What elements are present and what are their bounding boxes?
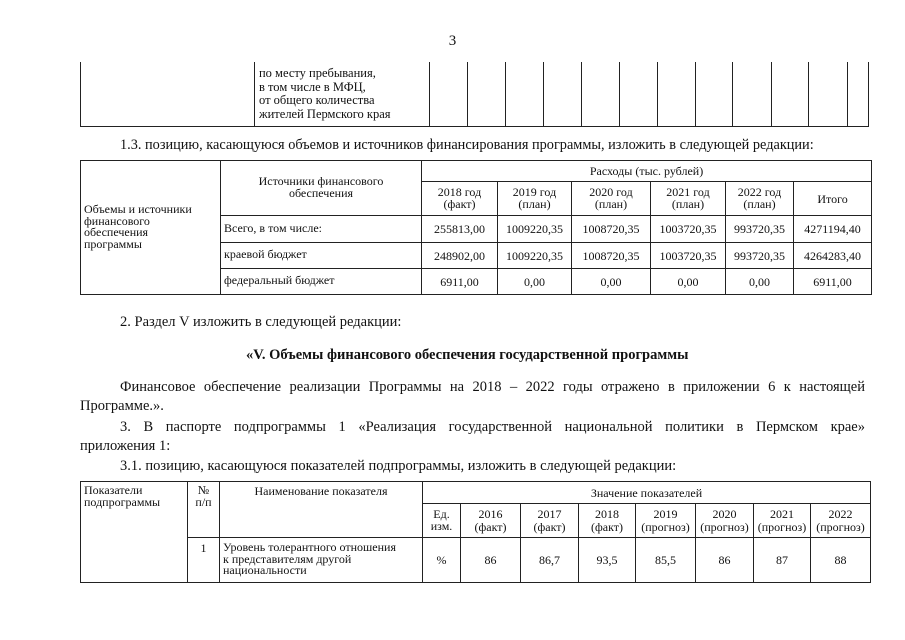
- indicator-text-cell: по месту пребывания, в том числе в МФЦ, от общего количества жителей Пермского края: [254, 62, 429, 126]
- empty-cell: [733, 62, 771, 126]
- value-cell: 93,5: [579, 538, 636, 583]
- paragraph-3-line-2: приложения 1:: [80, 438, 171, 454]
- value-cell: 1008720,35: [572, 243, 651, 269]
- top-continuation-table: [80, 62, 869, 127]
- year-header-2020: 2020 год (план): [572, 182, 651, 216]
- page-number: 3: [448, 33, 457, 49]
- source-label: федеральный бюджет: [221, 269, 422, 295]
- empty-cell: [809, 62, 847, 126]
- unit-header: Ед. изм.: [423, 504, 461, 538]
- value-cell: 993720,35: [726, 216, 794, 243]
- row-header-cell: Объемы и источники финансового обеспечения программы: [81, 161, 221, 295]
- value-cell: 1003720,35: [651, 243, 726, 269]
- paragraph-financing-line-1: Финансовое обеспечение реализации Программы на 2018 – 2022 годы отражено в приложении 6 к настоящей: [120, 379, 865, 395]
- paragraph-2: 2. Раздел V изложить в следующей редакции:: [120, 314, 402, 330]
- year-header-2019: 2019 (прогноз): [636, 504, 696, 538]
- paragraph-3-1: 3.1. позицию, касающуюся показателей подпрограммы, изложить в следующей редакции:: [120, 458, 677, 474]
- table-row: [81, 538, 871, 583]
- empty-cell: [695, 62, 732, 126]
- value-cell: 248902,00: [422, 243, 498, 269]
- value-cell: 6911,00: [422, 269, 498, 295]
- year-header-2018: 2018 (факт): [579, 504, 636, 538]
- empty-cell: [544, 62, 581, 126]
- value-cell: 1009220,35: [498, 243, 572, 269]
- values-header-cell: Значение показателей: [423, 482, 871, 504]
- year-header-2022: 2022 (прогноз): [811, 504, 871, 538]
- value-cell: 86: [461, 538, 521, 583]
- year-header-2022: 2022 год (план): [726, 182, 794, 216]
- value-cell: 1003720,35: [651, 216, 726, 243]
- year-header-2020: 2020 (прогноз): [696, 504, 754, 538]
- section-title: «V. Объемы финансового обеспечения государственной программы: [246, 347, 689, 363]
- value-cell: 255813,00: [422, 216, 498, 243]
- value-cell: 993720,35: [726, 243, 794, 269]
- empty-cell: [771, 62, 808, 126]
- empty-cell: [847, 62, 868, 126]
- empty-cell: [657, 62, 695, 126]
- year-header-2021: 2021 (прогноз): [754, 504, 811, 538]
- row-number: 1: [188, 538, 220, 583]
- paragraph-3-line-1: 3. В паспорте подпрограммы 1 «Реализация государственной национальной политики в Пермском крае»: [120, 419, 865, 435]
- empty-cell: [81, 62, 255, 126]
- empty-cell: [468, 62, 505, 126]
- indicators-header-cell: Показатели подпрограммы: [81, 482, 188, 583]
- year-header-2016: 2016 (факт): [461, 504, 521, 538]
- expenses-header-cell: Расходы (тыс. рублей): [422, 161, 872, 182]
- source-label: краевой бюджет: [221, 243, 422, 269]
- indicator-name: Уровень толерантного отношения к представителям другой национальности: [220, 538, 423, 583]
- empty-cell: [429, 62, 467, 126]
- value-cell: 0,00: [726, 269, 794, 295]
- value-cell: 6911,00: [794, 269, 872, 295]
- source-label: Всего, в том числе:: [221, 216, 422, 243]
- paragraph-financing-line-2: Программе.».: [80, 398, 164, 414]
- sources-header-cell: Источники финансового обеспечения: [221, 161, 422, 216]
- value-cell: 0,00: [572, 269, 651, 295]
- empty-cell: [581, 62, 619, 126]
- value-cell: 0,00: [498, 269, 572, 295]
- value-cell: 85,5: [636, 538, 696, 583]
- value-cell: 4264283,40: [794, 243, 872, 269]
- number-header-cell: № п/п: [188, 482, 220, 538]
- year-header-2021: 2021 год (план): [651, 182, 726, 216]
- value-cell: 88: [811, 538, 871, 583]
- paragraph-1-3: 1.3. позицию, касающуюся объемов и источников финансирования программы, изложить в следующей редакции:: [120, 137, 814, 153]
- value-cell: 1008720,35: [572, 216, 651, 243]
- empty-cell: [505, 62, 543, 126]
- total-header: Итого: [794, 182, 872, 216]
- empty-cell: [620, 62, 657, 126]
- value-cell: 0,00: [651, 269, 726, 295]
- value-cell: 86,7: [521, 538, 579, 583]
- year-header-2019: 2019 год (план): [498, 182, 572, 216]
- value-cell: 1009220,35: [498, 216, 572, 243]
- value-cell: 87: [754, 538, 811, 583]
- finance-table: [80, 160, 872, 295]
- indicator-name-header: Наименование показателя: [220, 482, 423, 538]
- unit-cell: %: [423, 538, 461, 583]
- year-header-2018: 2018 год (факт): [422, 182, 498, 216]
- year-header-2017: 2017 (факт): [521, 504, 579, 538]
- value-cell: 4271194,40: [794, 216, 872, 243]
- value-cell: 86: [696, 538, 754, 583]
- indicators-table: [80, 481, 871, 583]
